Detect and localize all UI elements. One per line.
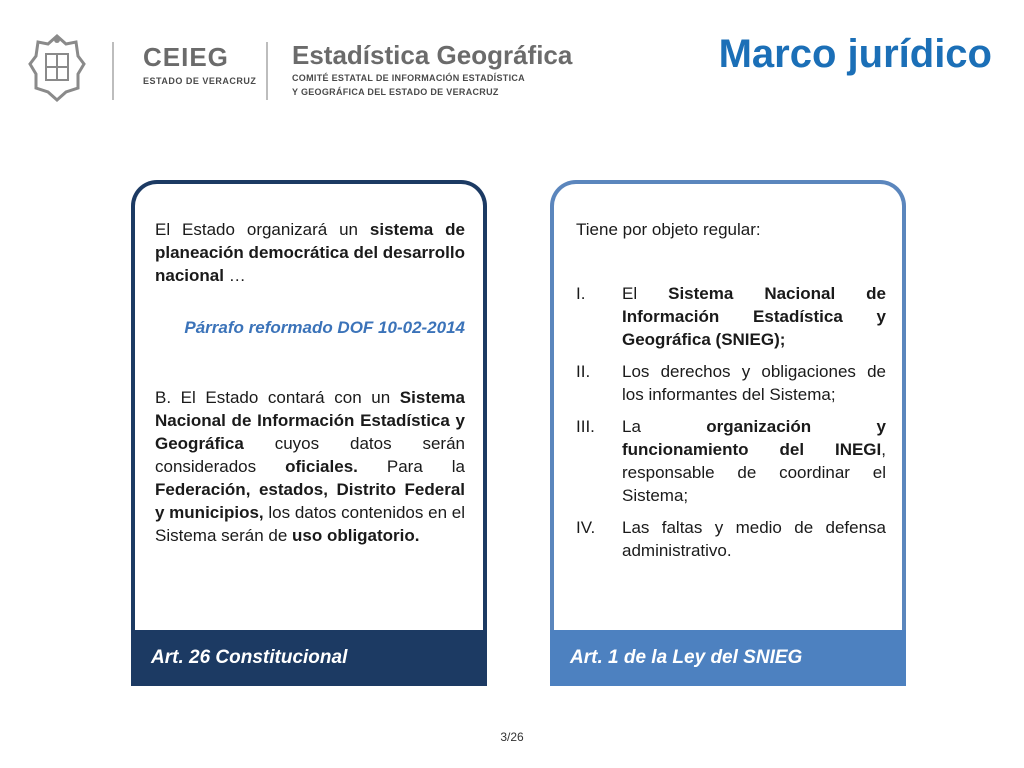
objectives-list — [576, 282, 886, 571]
list-item: II. Los derechos y obligaciones de los informantes del Sistema; — [576, 362, 886, 404]
header-divider — [266, 42, 268, 100]
committee-line-1: COMITÉ ESTATAL DE INFORMACIÓN ESTADÍSTICA — [292, 73, 525, 83]
page-number: 3/26 — [500, 730, 524, 744]
veracruz-crest-icon — [26, 30, 88, 102]
list-item: I. El Sistema Nacional de Información Estadística y Geográfica (SNIEG); — [576, 284, 887, 349]
ceieg-subtitle: ESTADO DE VERACRUZ — [143, 76, 257, 86]
card-body — [550, 180, 906, 634]
list-item: III. La organización y funcionamiento del INEGI, responsable de coordinar el Sistema; — [576, 417, 886, 505]
paragraph-planeacion: El Estado organizará un sistema de planeación democrática del desarrollo nacional … — [155, 220, 465, 285]
reform-note: Párrafo reformado DOF 10-02-2014 — [184, 318, 465, 337]
paragraph-snieg: B. El Estado contará con un Sistema Nacional de Información Estadística y Geográfica cuyos datos serán considerados oficiales. Para la Federación, estados, Distrito Federal y municipios, los datos contenidos en el Sistema serán de uso obligatorio. — [155, 388, 465, 545]
estadistica-geografica-title: Estadística Geográfica — [292, 40, 573, 70]
card-footer-label: Art. 1 de la Ley del SNIEG — [550, 630, 906, 686]
ceieg-logo-text: CEIEG — [143, 42, 229, 72]
header — [0, 0, 1024, 120]
art-1-card — [550, 180, 906, 686]
card-footer-label: Art. 26 Constitucional — [131, 630, 487, 686]
header-divider — [112, 42, 114, 100]
list-item: IV. Las faltas y medio de defensa administrativo. — [576, 518, 886, 560]
committee-line-2: Y GEOGRÁFICA DEL ESTADO DE VERACRUZ — [292, 87, 499, 97]
page-title: Marco jurídico — [718, 32, 992, 76]
card-body — [131, 180, 487, 634]
art-26-card — [131, 180, 487, 686]
intro-text: Tiene por objeto regular: — [576, 220, 761, 239]
